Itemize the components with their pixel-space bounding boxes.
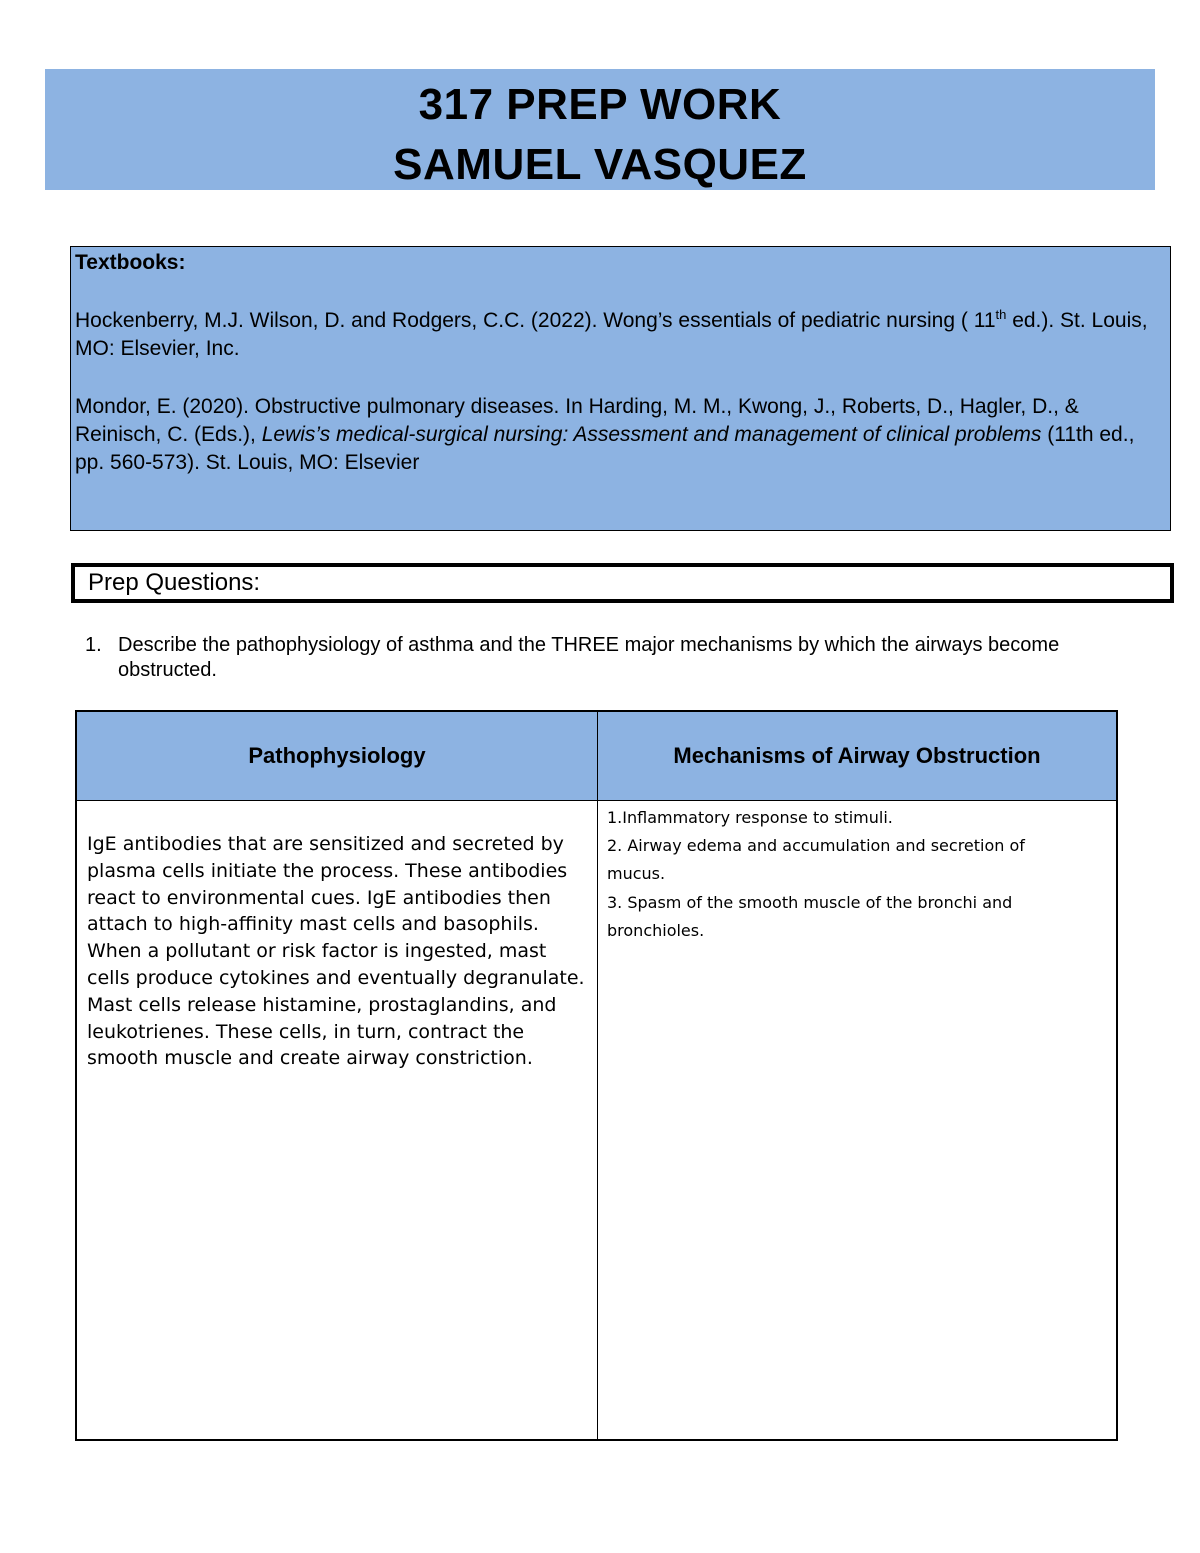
question-text: Describe the pathophysiology of asthma and the THREE major mechanisms by which the airways become obstructed.	[118, 634, 1060, 681]
reference-mondor-text: Mondor, E. (2020). Obstructive pulmonary diseases. In Harding, M. M., Kwong, J., Roberts, D., Hagler, D., & Reinisch, C. (Eds.),	[75, 395, 1079, 446]
textbooks-heading: Textbooks:	[75, 251, 186, 274]
textbooks-section	[70, 246, 1171, 531]
reference-hockenberry	[75, 307, 1166, 363]
reference-mondor-text-end: (11th ed., pp. 560-573). St. Louis, MO: Elsevier	[75, 423, 1135, 474]
answer-table	[75, 710, 1118, 1441]
reference-mondor	[75, 393, 1166, 477]
mechanisms-cell	[607, 804, 1087, 945]
question-number: 1.	[85, 634, 102, 656]
column-divider	[597, 712, 598, 1439]
reference-mondor-book-title: Lewis’s medical-surgical nursing: Assessment and management of clinical problems	[261, 423, 1042, 446]
question-1	[85, 633, 1155, 683]
mechanism-item-2: 2. Airway edema and accumulation and secretion of mucus.	[607, 836, 1025, 884]
mechanism-item-3: 3. Spasm of the smooth muscle of the bronchi and bronchioles.	[607, 892, 1013, 940]
column-header-pathophysiology: Pathophysiology	[248, 743, 426, 768]
reference-hockenberry-text-end: ed.). St. Louis, MO: Elsevier, Inc.	[75, 309, 1148, 360]
document-title: 317 PREP WORK	[418, 80, 782, 129]
column-header-mechanisms: Mechanisms of Airway Obstruction	[673, 743, 1041, 768]
student-name: SAMUEL VASQUEZ	[393, 140, 807, 189]
prep-questions-label: Prep Questions:	[88, 569, 261, 596]
mechanism-item-1: 1.Inflammatory response to stimuli.	[607, 808, 893, 827]
reference-hockenberry-superscript: th	[995, 307, 1007, 322]
pathophysiology-cell: IgE antibodies that are sensitized and secreted by plasma cells initiate the process. These antibodies react to environmental cues. IgE antibodies then attach to high-affinity mast cells and basophils. When a pollutant or risk factor is ingested, mast cells produce cytokines and eventually degranulate. Mast cells release histamine, prostaglandins, and leukotrienes. These cells, in turn, contract the smooth muscle and create airway constriction.	[87, 833, 585, 1070]
reference-hockenberry-text: Hockenberry, M.J. Wilson, D. and Rodgers, C.C. (2022). Wong’s essentials of pediatric nursing ( 11	[75, 309, 996, 332]
title-banner	[45, 69, 1155, 190]
prep-questions-heading	[71, 563, 1174, 603]
